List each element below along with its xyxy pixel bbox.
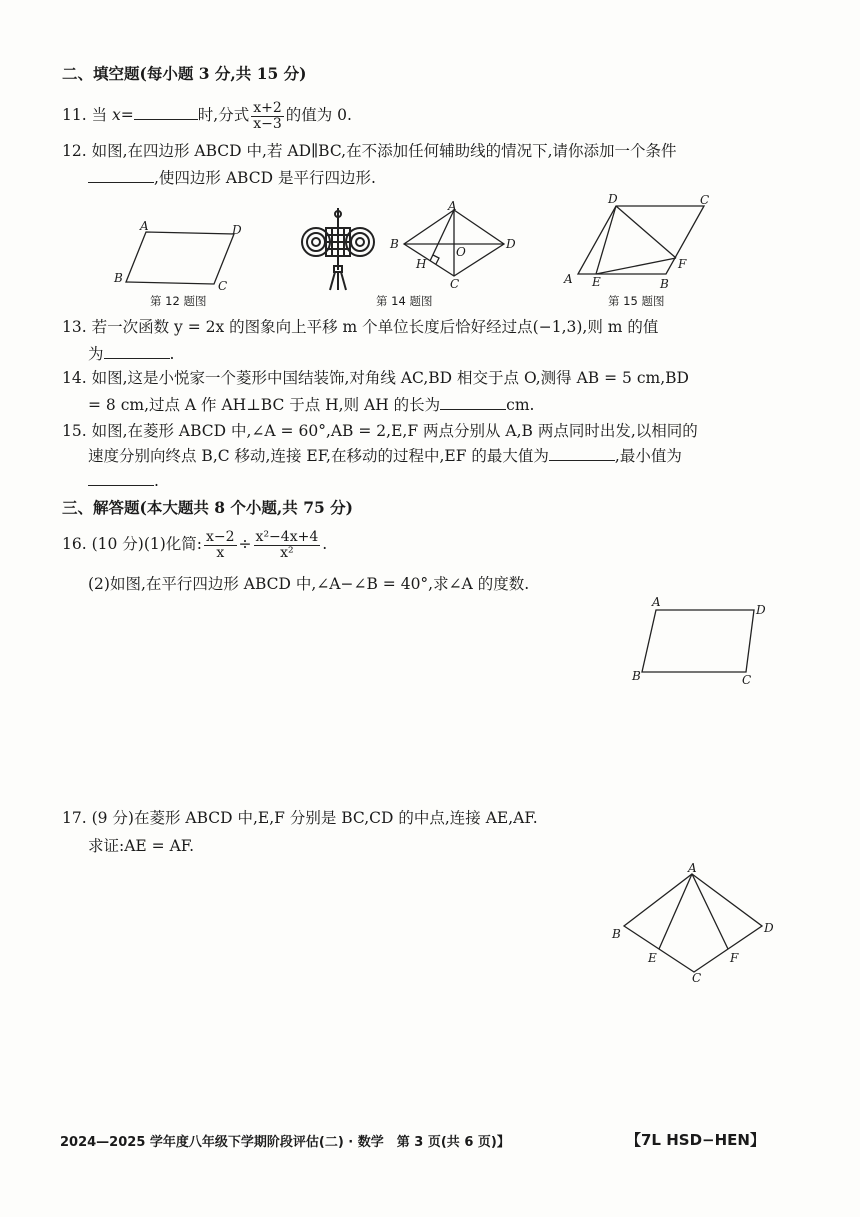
fig14-label-h: H bbox=[416, 257, 427, 271]
fig17-label-f: F bbox=[730, 951, 739, 965]
answer-blank-15-max[interactable] bbox=[549, 446, 615, 461]
fig17-label-d: D bbox=[764, 921, 774, 935]
fig15-label-d: D bbox=[608, 192, 618, 206]
fig15-label-a: A bbox=[564, 272, 573, 286]
question-14-line2: = 8 cm,过点 A 作 AH⊥BC 于点 H,则 AH 的长为 cm. bbox=[88, 396, 535, 414]
figure-14-caption: 第 14 题图 bbox=[376, 294, 433, 308]
fig16-label-d: D bbox=[756, 603, 766, 617]
footer-page-info: 2024—2025 学年度八年级下学期阶段评估(二) · 数学 第 3 页(共 6 页)】 bbox=[60, 1135, 510, 1150]
fraction-11: $\frac{x+2}{x-3}$ bbox=[253, 99, 282, 132]
section-3-title: 三、解答题(本大题共 8 个小题,共 75 分) bbox=[62, 498, 354, 517]
question-12-line2: ,使四边形 ABCD 是平行四边形. bbox=[88, 167, 376, 189]
answer-blank-13[interactable] bbox=[104, 344, 170, 359]
fig14-label-a: A bbox=[448, 200, 457, 213]
q16-fraction-1: $\frac{x-2}{x}$ bbox=[206, 528, 235, 561]
question-13-line1: 13. 若一次函数 y = 2x 的图象向上平移 m 个单位长度后恰好经过点(−1,3),则 m 的值 bbox=[62, 318, 659, 336]
fig14-label-c: C bbox=[450, 277, 460, 290]
fig15-label-b: B bbox=[660, 277, 669, 290]
q16-fraction-2: $\frac{\text{x²−4x+4}}{\text{x²}}$ bbox=[255, 528, 319, 561]
figure-12-parallelogram bbox=[112, 218, 252, 292]
fig16-label-c: C bbox=[742, 673, 752, 686]
question-17-line1: 17. (9 分)在菱形 ABCD 中,E,F 分别是 BC,CD 的中点,连接 AE,AF. bbox=[62, 809, 538, 827]
answer-blank-11[interactable] bbox=[134, 105, 198, 120]
question-11: 11. 当 x= 时,分式 $\frac{x+2}{x-3}$ 的值为 0. bbox=[62, 99, 352, 132]
fig17-label-e: E bbox=[648, 951, 657, 965]
fig14-label-b: B bbox=[390, 237, 399, 251]
figure-16-parallelogram bbox=[630, 594, 770, 686]
question-17-line2: 求证:AE = AF. bbox=[88, 837, 195, 855]
question-16-part2: (2)如图,在平行四边形 ABCD 中,∠A−∠B = 40°,求∠A 的度数. bbox=[88, 575, 530, 593]
figure-15-caption: 第 15 题图 bbox=[608, 294, 665, 308]
section-2-title: 二、填空题(每小题 3 分,共 15 分) bbox=[62, 64, 307, 83]
answer-blank-15-min[interactable] bbox=[88, 471, 154, 486]
question-15-line1: 15. 如图,在菱形 ABCD 中,∠A = 60°,AB = 2,E,F 两点分别从 A,B 两点同时出发,以相同的 bbox=[62, 422, 698, 440]
footer-code: 【7L HSD−HEN】 bbox=[626, 1131, 765, 1149]
fig12-label-b: B bbox=[114, 271, 123, 285]
answer-blank-14[interactable] bbox=[440, 395, 506, 410]
fig17-label-c: C bbox=[692, 971, 702, 984]
fig15-label-c: C bbox=[700, 193, 710, 207]
fig16-label-a: A bbox=[652, 595, 661, 609]
answer-blank-12[interactable] bbox=[88, 168, 154, 183]
fig12-label-c: C bbox=[218, 279, 228, 292]
fig15-label-f: F bbox=[678, 257, 687, 271]
question-12-line1: 12. 如图,在四边形 ABCD 中,若 AD∥BC,在不添加任何辅助线的情况下,请你添加一个条件 bbox=[62, 142, 677, 160]
fig17-label-b: B bbox=[612, 927, 621, 941]
fig14-label-d: D bbox=[506, 237, 516, 251]
figure-12-caption: 第 12 题图 bbox=[150, 294, 207, 308]
figure-15-rhombus bbox=[560, 190, 722, 290]
question-16-part1: 16. (10 分)(1)化简: $\frac{x-2}{x}$ ÷ $\frac{\text{x²−4x+4}}{\text{x²}}$ . bbox=[62, 528, 328, 561]
question-15-line2: 速度分别向终点 B,C 移动,连接 EF,在移动的过程中,EF 的最大值为 ,最小值为 bbox=[88, 447, 682, 465]
question-15-line3: . bbox=[88, 470, 159, 492]
fig14-label-o: O bbox=[456, 245, 466, 259]
figure-14-rhombus bbox=[388, 200, 520, 290]
fig17-label-a: A bbox=[688, 861, 697, 875]
chinese-knot-image bbox=[294, 206, 382, 292]
question-14-line1: 14. 如图,这是小悦家一个菱形中国结装饰,对角线 AC,BD 相交于点 O,测得 AB = 5 cm,BD bbox=[62, 369, 689, 387]
fig12-label-d: D bbox=[232, 223, 242, 237]
fig16-label-b: B bbox=[632, 669, 641, 683]
figure-17-rhombus bbox=[606, 858, 782, 984]
fig12-label-a: A bbox=[140, 219, 149, 233]
fig15-label-e: E bbox=[592, 275, 601, 289]
question-13-line2: 为 . bbox=[88, 345, 175, 363]
